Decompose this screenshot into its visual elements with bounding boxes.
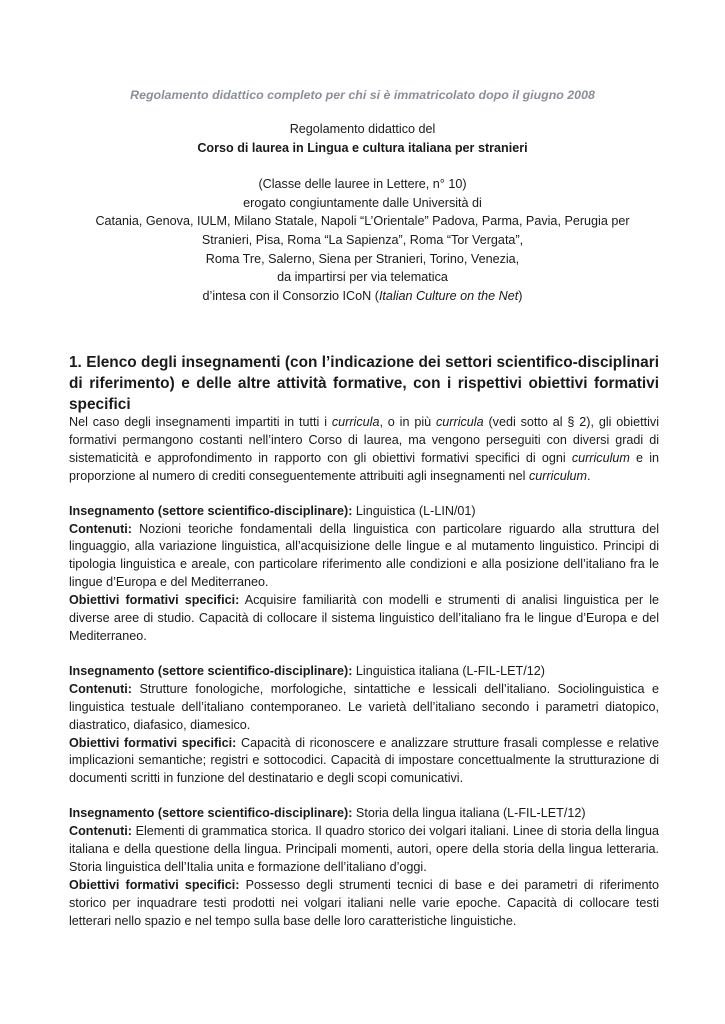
intro-em-1: curricula xyxy=(331,415,380,429)
obiettivi-text: Possesso degli strumenti tecnici di base e dei parametri di riferimento storico per inquadrare testi prodotti nei volgari italiani nelle varie epoche. Capacità di collocare testi letterari nello spazio e nel tempo sulla base delle loro caratteristiche linguistiche. xyxy=(69,877,659,928)
course-obiettivi xyxy=(69,877,659,931)
obiettivi-label: Obiettivi formativi specifici: xyxy=(69,877,240,892)
contenuti-text: Nozioni teoriche fondamentali della linguistica con particolare riguardo alla struttura del linguaggio, alla variazione linguistica, all’acquisizione delle lingue e al mutamento linguistico. Principi di tipologia linguistica e areale, con particolare riferimento alle condizioni e alla posizione dell’italiano fra le lingue d’Europa e del Mediterraneo. xyxy=(69,521,659,590)
section-body xyxy=(69,414,659,931)
contenuti-label: Contenuti: xyxy=(69,681,132,696)
header-line-9-italic: Italian Culture on the Net xyxy=(378,288,519,303)
course-contenuti xyxy=(69,521,659,593)
insegnamento-label: Insegnamento (settore scientifico-disciplinare): xyxy=(69,503,353,518)
contenuti-label: Contenuti: xyxy=(69,521,132,536)
intro-em-2: curricula xyxy=(436,415,484,429)
intro-em-4: curriculum xyxy=(528,468,588,483)
intro-text-2: , o in più xyxy=(379,415,436,429)
course-contenuti xyxy=(69,823,659,877)
obiettivi-text: Acquisire familiarità con modelli e strumenti di analisi linguistica per le diverse aree di studio. Capacità di collocare il sistema linguistico dell’italiano fra le lingue d’Europa e del Mediterraneo. xyxy=(69,593,659,643)
obiettivi-label: Obiettivi formativi specifici: xyxy=(69,593,240,608)
header-line-8: da impartirsi per via telematica xyxy=(277,270,448,285)
intro-text-1: Nel caso degli insegnamenti impartiti in tutti i xyxy=(69,415,332,429)
insegnamento-label: Insegnamento (settore scientifico-disciplinare): xyxy=(69,663,353,678)
top-note: Regolamento didattico completo per chi si è immatricolato dopo il giugno 2008 xyxy=(130,88,595,102)
intro-paragraph xyxy=(69,414,659,486)
contenuti-text: Elementi di grammatica storica. Il quadro storico dei volgari italiani. Linee di storia della lingua italiana e della questione della lingua. Principali momenti, autori, opere della storia della lingua letteraria. Storia linguistica dell’Italia unita e formazione dell’italiano d’oggi. xyxy=(69,824,659,874)
intro-text-3: (vedi sotto al § 2), gli obiettivi formativi permangono costanti nell’intero Corso di laurea, ma vengono perseguiti con diversi gradi di sistematicità e approfondimento in rapporto con gli obiettivi formativi specifici di ogni xyxy=(69,415,659,465)
contenuti-label: Contenuti: xyxy=(69,824,132,839)
section-title: 1. Elenco degli insegnamenti (con l’indicazione dei settori scientifico-disciplinari di riferimento) e delle altre attività formative, con i rispettivi obiettivi formativi specifici xyxy=(69,354,659,413)
course-heading xyxy=(69,805,659,823)
header-line-7: Roma Tre, Salerno, Siena per Stranieri, Torino, Venezia, xyxy=(205,251,520,266)
header-line-5: Catania, Genova, IULM, Milano Statale, Napoli “L’Orientale” Padova, Parma, Pavia, Perugia per xyxy=(95,214,630,229)
course-title: Corso di laurea in Lingua e cultura italiana per stranieri xyxy=(197,140,528,155)
document-header xyxy=(60,120,665,305)
header-line-6: Stranieri, Pisa, Roma “La Sapienza”, Roma “Tor Vergata”, xyxy=(201,232,524,247)
intro-em-3: curriculum xyxy=(571,450,630,465)
course-obiettivi xyxy=(69,735,659,789)
course-heading xyxy=(69,663,659,681)
contenuti-text: Strutture fonologiche, morfologiche, sintattiche e lessicali dell’italiano. Sociolinguistica e linguistica testuale dell’italiano contemporaneo. Le varietà dell’italiano secondo i parametri diatopico, diastratico, diafasico, diamesico. xyxy=(69,681,659,732)
course-heading xyxy=(69,503,659,521)
obiettivi-label: Obiettivi formativi specifici: xyxy=(69,735,237,750)
course-block-storia-lingua xyxy=(69,805,659,930)
course-block-linguistica xyxy=(69,503,659,646)
header-line-3: (Classe delle lauree in Lettere, n° 10) xyxy=(258,177,467,192)
course-name: Linguistica (L-LIN/01) xyxy=(352,503,476,518)
course-name: Storia della lingua italiana (L-FIL-LET/12) xyxy=(352,806,586,821)
header-line-4: erogato congiuntamente dalle Università di xyxy=(243,195,482,210)
obiettivi-text: Capacità di riconoscere e analizzare strutture frasali complesse e relative implicazioni semantiche; registri e sottocodici. Capacità di impostare concettualmente la strutturazione di documenti scritti in funzione del destinatario e degli scopi comunicativi. xyxy=(69,735,659,786)
course-block-linguistica-italiana xyxy=(69,663,659,788)
intro-text-4: e in proporzione al numero di crediti conseguentemente attribuiti agli insegnamenti nel xyxy=(69,450,659,483)
course-name: Linguistica italiana (L-FIL-LET/12) xyxy=(352,663,545,678)
course-obiettivi xyxy=(69,592,659,646)
course-contenuti xyxy=(69,681,659,735)
insegnamento-label: Insegnamento (settore scientifico-disciplinare): xyxy=(69,806,353,821)
header-line-9-post: ) xyxy=(518,288,523,303)
header-line-9 xyxy=(60,287,665,306)
header-line-1: Regolamento didattico del xyxy=(289,122,436,136)
intro-text-5: . xyxy=(587,468,591,483)
header-line-9-pre: d’intesa con il Consorzio ICoN ( xyxy=(202,288,379,303)
